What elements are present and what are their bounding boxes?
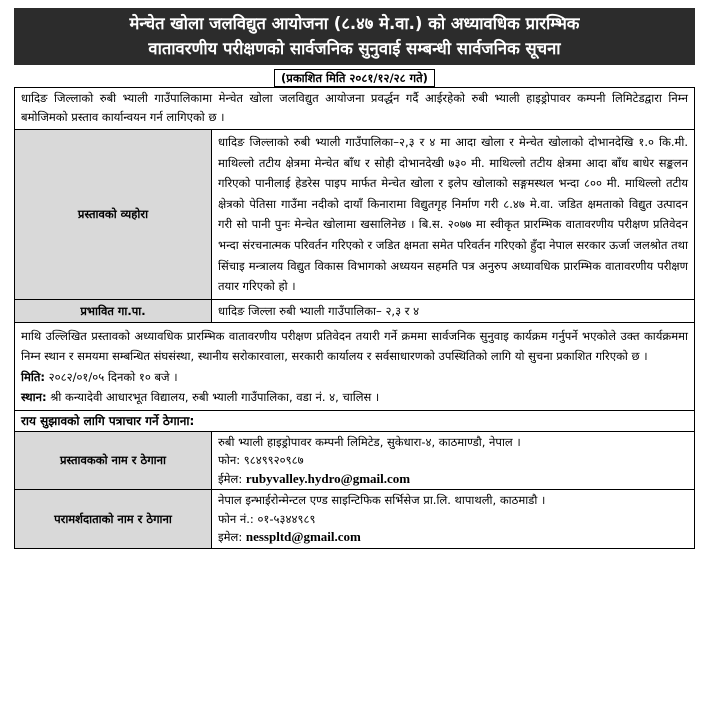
published-date-row xyxy=(14,69,695,87)
proponent-phone: फोन: ९८४९९२०९८७ xyxy=(218,453,304,468)
affected-row xyxy=(15,299,695,322)
consultant-name: नेपाल इन्भाईरोन्मेन्टल एण्ड साइन्टिफिक सर्भिसेज प्रा.लि. थापाथली, काठमाडौ । xyxy=(218,493,546,508)
date-value: २०८२/०१/०५ दिनको १० बजे । xyxy=(48,369,178,384)
contact-table xyxy=(14,431,695,549)
date-line xyxy=(21,367,688,388)
title-line-1: मेन्चेत खोला जलविद्युत आयोजना (८.४७ मे.वा.) को अध्यावधिक प्रारम्भिक xyxy=(129,14,580,33)
title-line-2: वातावरणीय परीक्षणको सार्वजनिक सुनुवाई सम्बन्धी सार्वजनिक सूचना xyxy=(148,39,561,58)
intro-paragraph: धादिङ जिल्लाको रुबी भ्याली गाउँपालिकामा मेन्चेत खोला जलविद्युत आयोजना प्रवर्द्धन गर्दै आईरहेको रुबी भ्याली हाइड्रोपावर कम्पनी लिमिटेडद्वारा निम्न बमोजिमको प्रस्ताव कार्यान्वयन गर्न लागिएको छ । xyxy=(14,87,695,129)
date-label: मिति: xyxy=(21,369,45,384)
published-date: (प्रकाशित मिति २०८१/१२/२८ गते) xyxy=(274,69,435,87)
proposal-text: धादिङ जिल्लाको रुबी भ्याली गाउँपालिका–२,३ र ४ मा आदा खोला र मेन्चेत खोलाको दोभानदेखि १.० कि.मी. माथिल्लो तटीय क्षेत्रमा मेन्चेत बाँध र सोही दोभानदेखी ७३० मी. माथिल्लो तटीय क्षेत्रमा आदा बाँध बाधेर सङ्कलन गरिएको पानीलाई हेडरेस पाइप मार्फत मेन्चेत खोला र इलेप खोलाको सङ्गमस्थल भन्दा ८०० मी. माथिल्लो तटीय क्षेत्रको पेतिसा गाउँमा नदीको दायाँ किनारामा विद्युतगृह निर्माण गरी ८.४७ मे.वा. जडित क्षमताको विद्युत उत्पादन गरी सो पानी पुनः मेन्चेत खोलामा खसालिनेछ । बि.स. २०७७ मा स्वीकृत प्रारम्भिक वातावरणीय परीक्षण प्रतिवेदन भन्दा संरचनात्मक परिवर्तन गरिएको र जडित क्षमता समेत परिवर्तन गरिएको हुँदा नेपाल सरकार ऊर्जा जलश्रोत तथा सिंचाइ मन्त्रालय विद्युत विकास विभागको अध्ययन सहमति पत्र अनुरुप अध्यावधिक प्रारम्भिक वातावरणीय परीक्षण तयार गरिएको हो । xyxy=(212,130,695,300)
proponent-email[interactable]: rubyvalley.hydro@gmail.com xyxy=(245,470,411,486)
venue-value: श्री कन्यादेवी आधारभूत विद्यालय, रुबी भ्याली गाउँपालिका, वडा नं. ४, चालिस । xyxy=(50,390,380,405)
public-notice xyxy=(14,8,695,549)
proposal-row xyxy=(15,130,695,300)
proponent-label: प्रस्तावकको नाम र ठेगाना xyxy=(15,431,212,490)
proposal-label: प्रस्तावको व्यहोरा xyxy=(15,130,212,300)
affected-text: धादिङ जिल्ला रुबी भ्याली गाउँपालिका– २,३ र ४ xyxy=(212,299,695,322)
proponent-name: रुबी भ्याली हाइड्रोपावर कम्पनी लिमिटेड, सुकेधारा-४, काठमाण्डौ, नेपाल । xyxy=(218,434,521,449)
proposal-table xyxy=(14,129,695,323)
venue-line xyxy=(21,387,688,408)
notice-paragraph: माथि उल्लिखित प्रस्तावको अध्यावधिक प्रारम्भिक वातावरणीय परीक्षण प्रतिवेदन तयारी गर्ने क्रममा सार्वजनिक सुनुवाइ कार्यक्रम गर्नुपर्ने भएकोले उक्त कार्यक्रममा निम्न स्थान र समयमा सम्बन्धित संघसंस्था, स्थानीय सरोकारवाला, सरकारी कार्यालय र सर्वसाधारणको उपस्थितिको लागि यो सुचना प्रकाशित गरिएको छ । xyxy=(21,328,688,364)
proponent-email-line xyxy=(218,470,688,489)
consultant-details xyxy=(212,490,695,549)
notice-title xyxy=(14,8,695,65)
consultant-email[interactable]: nesspltd@gmail.com xyxy=(245,529,361,545)
affected-label: प्रभावित गा.पा. xyxy=(15,299,212,322)
consultant-label: परामर्शदाताको नाम र ठेगाना xyxy=(15,490,212,549)
consultant-phone: फोन नं.: ०१-५३४४९८९ xyxy=(218,511,316,526)
proponent-email-label: ईमेल: xyxy=(218,471,243,486)
venue-label: स्थान: xyxy=(21,390,47,405)
consultant-row xyxy=(15,490,695,549)
proponent-details xyxy=(212,431,695,490)
consultant-email-label: इमेल: xyxy=(218,530,243,545)
notice-section xyxy=(14,323,695,411)
contact-heading: राय सुझावको लागि पत्राचार गर्ने ठेगाना: xyxy=(14,411,695,431)
consultant-email-line xyxy=(218,528,688,547)
proponent-row xyxy=(15,431,695,490)
